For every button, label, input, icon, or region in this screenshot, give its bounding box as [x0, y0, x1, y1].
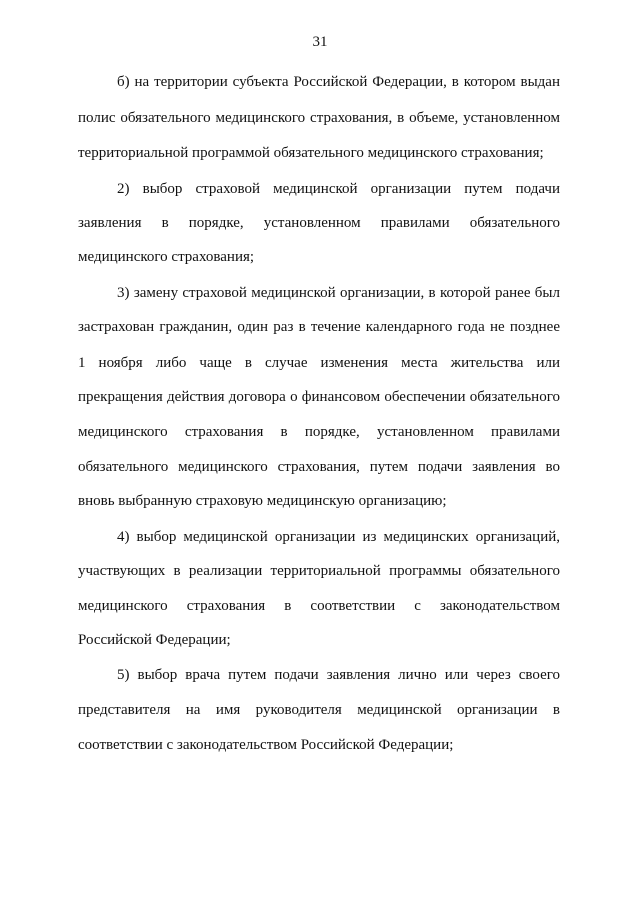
page-number: 31 — [312, 34, 328, 50]
text-line: Российской Федерации; — [78, 632, 231, 648]
text-line: 4) выбор медицинской организации из медицинских организаций, — [117, 529, 560, 545]
text-line: представителя на имя руководителя медицинской организации в — [78, 702, 560, 718]
text-line: 5) выбор врача путем подачи заявления лично или через своего — [117, 667, 560, 683]
text-line: медицинского страхования в порядке, установленном правилами — [78, 424, 560, 440]
text-line: 1 ноября либо чаще в случае изменения места жительства или — [78, 355, 560, 371]
text-line: 2) выбор страховой медицинской организации путем подачи — [117, 181, 560, 197]
text-line: участвующих в реализации территориальной программы обязательного — [78, 563, 560, 579]
text-line: 3) замену страховой медицинской организации, в которой ранее был — [117, 285, 560, 301]
text-line: медицинского страхования; — [78, 249, 255, 265]
text-line: полис обязательного медицинского страхования, в объеме, установленном — [78, 110, 560, 126]
text-line: заявления в порядке, установленном правилами обязательного — [78, 215, 560, 231]
text-line: территориальной программой обязательного медицинского страхования; — [78, 145, 544, 161]
text-line: застрахован гражданин, один раз в течение календарного года не позднее — [78, 319, 560, 335]
text-line: медицинского страхования в соответствии с законодательством — [78, 598, 560, 614]
text-line: вновь выбранную страховую медицинскую организацию; — [78, 493, 447, 509]
text-line: соответствии с законодательством Российской Федерации; — [78, 737, 454, 753]
text-line: б) на территории субъекта Российской Федерации, в котором выдан — [117, 74, 560, 90]
text-line: прекращения действия договора о финансовом обеспечении обязательного — [78, 389, 560, 405]
text-line: обязательного медицинского страхования, путем подачи заявления во — [78, 459, 560, 475]
